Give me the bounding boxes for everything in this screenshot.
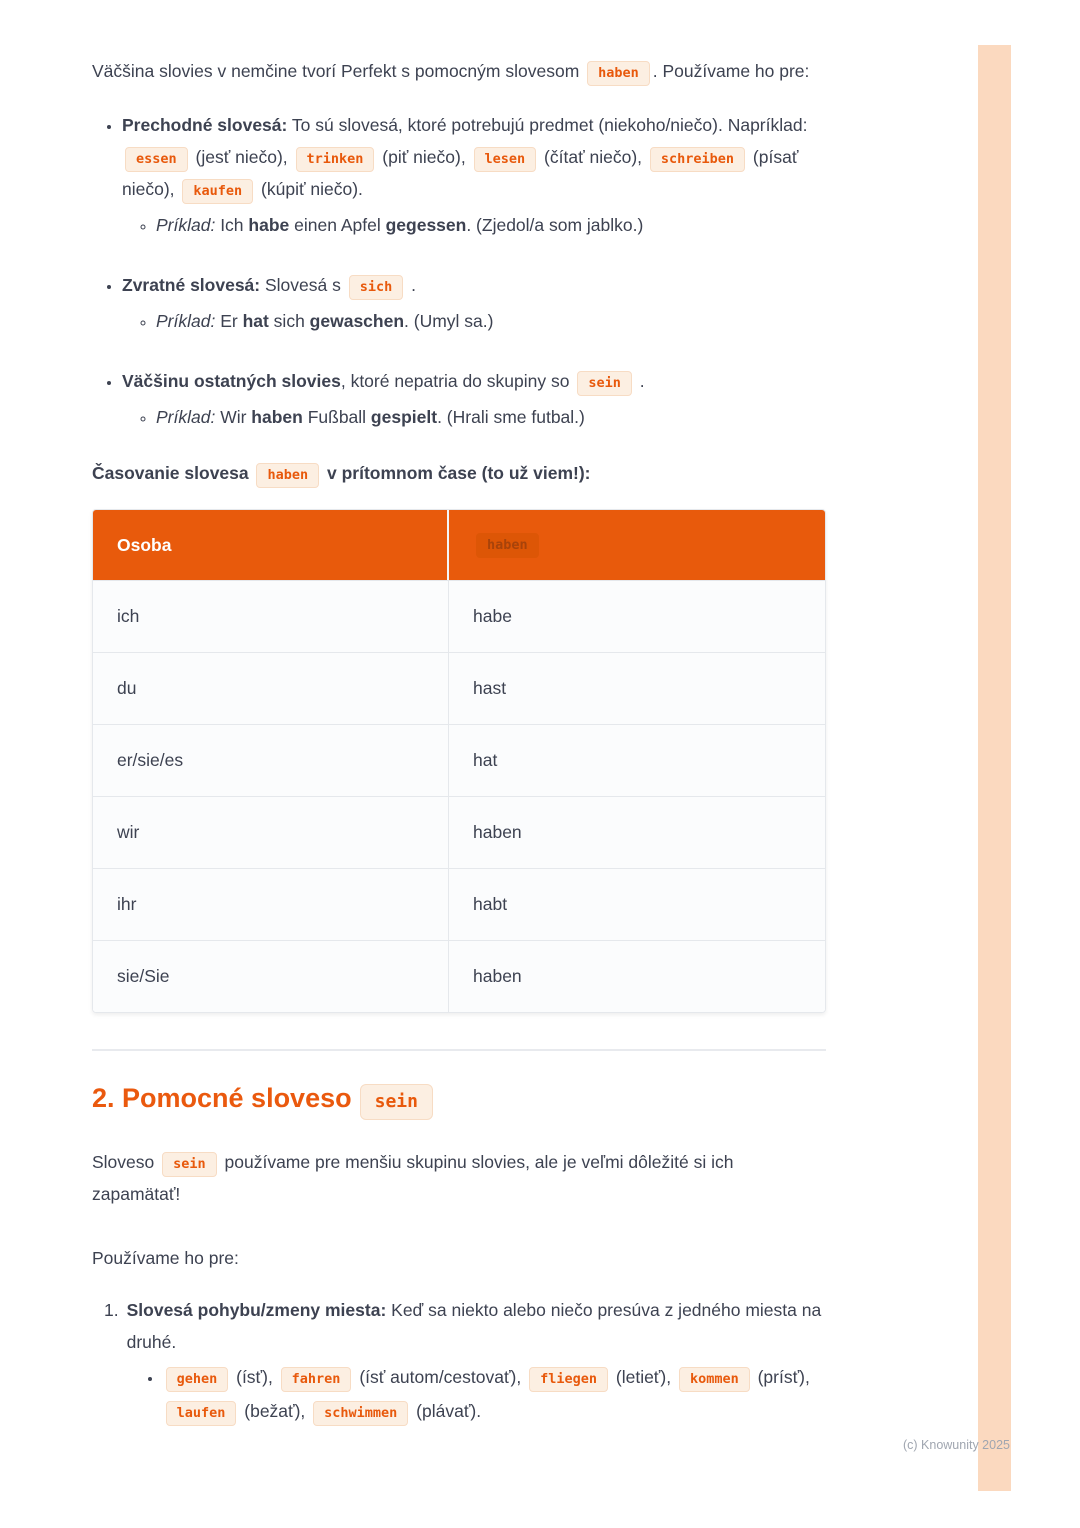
text-segment: Sloveso <box>92 1152 160 1172</box>
header-cell-haben <box>449 510 825 580</box>
conjugation-table <box>92 509 826 1013</box>
verb-form-cell: hat <box>473 750 498 770</box>
haben-usage-list <box>92 109 826 433</box>
code-chip: trinken <box>296 147 375 172</box>
example-sublist <box>122 305 826 337</box>
text-segment: Príklad: <box>156 407 216 427</box>
text-segment: (plávať). <box>411 1401 482 1421</box>
section2-intro-paragraph <box>92 1146 826 1210</box>
text-segment: Väčšinu ostatných slovies <box>122 371 341 391</box>
text-segment: Zvratné slovesá: <box>122 275 261 295</box>
text-segment: (prísť), <box>752 1367 810 1387</box>
text-segment: Ich <box>215 215 249 235</box>
section-divider <box>92 1049 826 1051</box>
section2-heading <box>92 1077 826 1120</box>
text-segment: . (Hrali sme futbal.) <box>437 407 585 427</box>
text-segment: Slovesá pohybu/zmeny miesta: <box>126 1300 387 1320</box>
table-header-row <box>93 510 825 580</box>
text-segment: (ísť), <box>231 1367 278 1387</box>
document-content <box>92 0 826 1428</box>
text-segment: používame pre menšiu skupinu slovies, ale je veľmi dôležité si ich zapamätať! <box>92 1152 734 1204</box>
code-chip: laufen <box>166 1401 237 1426</box>
text-segment: haben <box>251 407 303 427</box>
verb-form-cell: hast <box>473 678 507 698</box>
code-chip: haben <box>476 533 539 558</box>
item-number: 1. <box>104 1300 119 1320</box>
header-label: Osoba <box>117 534 172 555</box>
text-segment: Príklad: <box>156 311 216 331</box>
text-segment: gespielt <box>370 407 438 427</box>
numbered-item-body <box>127 1294 826 1428</box>
code-chip: haben <box>256 463 319 488</box>
person-cell: er/sie/es <box>93 725 449 796</box>
text-segment: (jesť niečo), <box>190 147 293 167</box>
person-cell: wir <box>93 797 449 868</box>
person-cell: du <box>93 653 449 724</box>
text-segment: (bežať), <box>239 1401 311 1421</box>
conjugation-intro <box>92 457 826 489</box>
table-row <box>93 868 825 940</box>
example-text <box>156 401 826 433</box>
text-segment: Er <box>215 311 243 331</box>
text-segment: . <box>634 371 645 391</box>
text-segment: hat <box>242 311 269 331</box>
footer-copyright: (c) Knowunity 2025 <box>902 1438 1010 1452</box>
side-stripe-decoration <box>978 45 1011 1491</box>
code-chip: sein <box>360 1084 433 1120</box>
bullet-text <box>122 109 826 205</box>
text-segment: To sú slovesá, ktoré potrebujú predmet (niekoho/niečo). Napríklad: <box>287 115 808 135</box>
text-segment: sich <box>268 311 310 331</box>
text-segment: . (Zjedol/a som jablko.) <box>466 215 644 235</box>
text-segment: Prechodné slovesá: <box>122 115 288 135</box>
example-sublist <box>122 401 826 433</box>
code-chip: kaufen <box>182 179 253 204</box>
text-segment: (letieť), <box>611 1367 676 1387</box>
code-chip: sein <box>577 371 632 396</box>
text-segment: . (Umyl sa.) <box>404 311 494 331</box>
verb-form-cell: haben <box>473 966 522 986</box>
text-segment: (piť niečo), <box>377 147 471 167</box>
code-chip: fliegen <box>529 1367 608 1392</box>
text-segment: Slovesá s <box>260 275 346 295</box>
person-cell: ich <box>93 581 449 652</box>
text-segment: (kúpiť niečo). <box>256 179 363 199</box>
text-segment: . <box>406 275 416 295</box>
motion-verbs-text <box>127 1294 826 1358</box>
text-segment: Väčšina slovies v nemčine tvorí Perfekt s pomocným slovesom <box>92 61 585 81</box>
person-cell: ihr <box>93 869 449 940</box>
usage-item-reflexive-verbs <box>122 269 826 337</box>
code-chip: gehen <box>166 1367 229 1392</box>
usage-item-other-verbs <box>122 365 826 433</box>
table-row <box>93 724 825 796</box>
usage-item-transitive-verbs <box>122 109 826 241</box>
text-segment: Fußball <box>302 407 371 427</box>
text-segment: einen Apfel <box>289 215 386 235</box>
text-segment: 2. Pomocné sloveso <box>92 1083 352 1113</box>
code-chip: fahren <box>281 1367 352 1392</box>
code-chip: essen <box>125 147 188 172</box>
code-chip: sich <box>349 275 404 300</box>
table-row <box>93 940 825 1012</box>
person-cell: sie/Sie <box>93 941 449 1012</box>
conjugation-table-body <box>93 580 825 1012</box>
motion-verbs-chips <box>163 1360 826 1428</box>
text-segment: , ktoré nepatria do skupiny so <box>340 371 575 391</box>
text-segment: Keď sa niekto alebo niečo presúva z jedného miesta na druhé. <box>126 1300 822 1352</box>
verb-form-cell: haben <box>473 822 522 842</box>
text-segment: Wir <box>215 407 252 427</box>
intro-paragraph <box>92 55 826 87</box>
example-text <box>156 305 826 337</box>
example-text <box>156 209 826 241</box>
text-segment: (čítať niečo), <box>539 147 647 167</box>
text-segment: gewaschen <box>309 311 405 331</box>
numbered-item-motion-verbs <box>92 1294 826 1428</box>
table-row <box>93 652 825 724</box>
bullet-text <box>122 365 826 397</box>
motion-verbs-list <box>127 1360 826 1428</box>
motion-verbs-item <box>163 1360 826 1428</box>
text-segment: (ísť autom/cestovať), <box>354 1367 527 1387</box>
text-segment: (písať niečo), <box>122 147 799 199</box>
code-chip: sein <box>162 1152 217 1177</box>
code-chip: lesen <box>474 147 537 172</box>
table-row <box>93 580 825 652</box>
example-item <box>156 305 826 337</box>
text-segment: v prítomnom čase (to už viem!): <box>322 463 591 483</box>
table-row <box>93 796 825 868</box>
text-segment: Časovanie slovesa <box>92 463 254 483</box>
example-sublist <box>122 209 826 241</box>
text-segment: Príklad: <box>156 215 216 235</box>
code-chip: haben <box>587 61 650 86</box>
text-segment: . Používame ho pre: <box>652 61 810 81</box>
bullet-text <box>122 269 826 301</box>
example-item <box>156 401 826 433</box>
code-chip: schreiben <box>650 147 745 172</box>
verb-form-cell: habe <box>473 606 512 626</box>
code-chip: schwimmen <box>313 1401 408 1426</box>
section2-usage-label: Používame ho pre: <box>92 1248 239 1268</box>
verb-form-cell: habt <box>473 894 508 914</box>
text-segment: gegessen <box>385 215 467 235</box>
code-chip: kommen <box>679 1367 750 1392</box>
example-item <box>156 209 826 241</box>
header-cell-osoba <box>93 510 449 580</box>
text-segment: habe <box>248 215 290 235</box>
